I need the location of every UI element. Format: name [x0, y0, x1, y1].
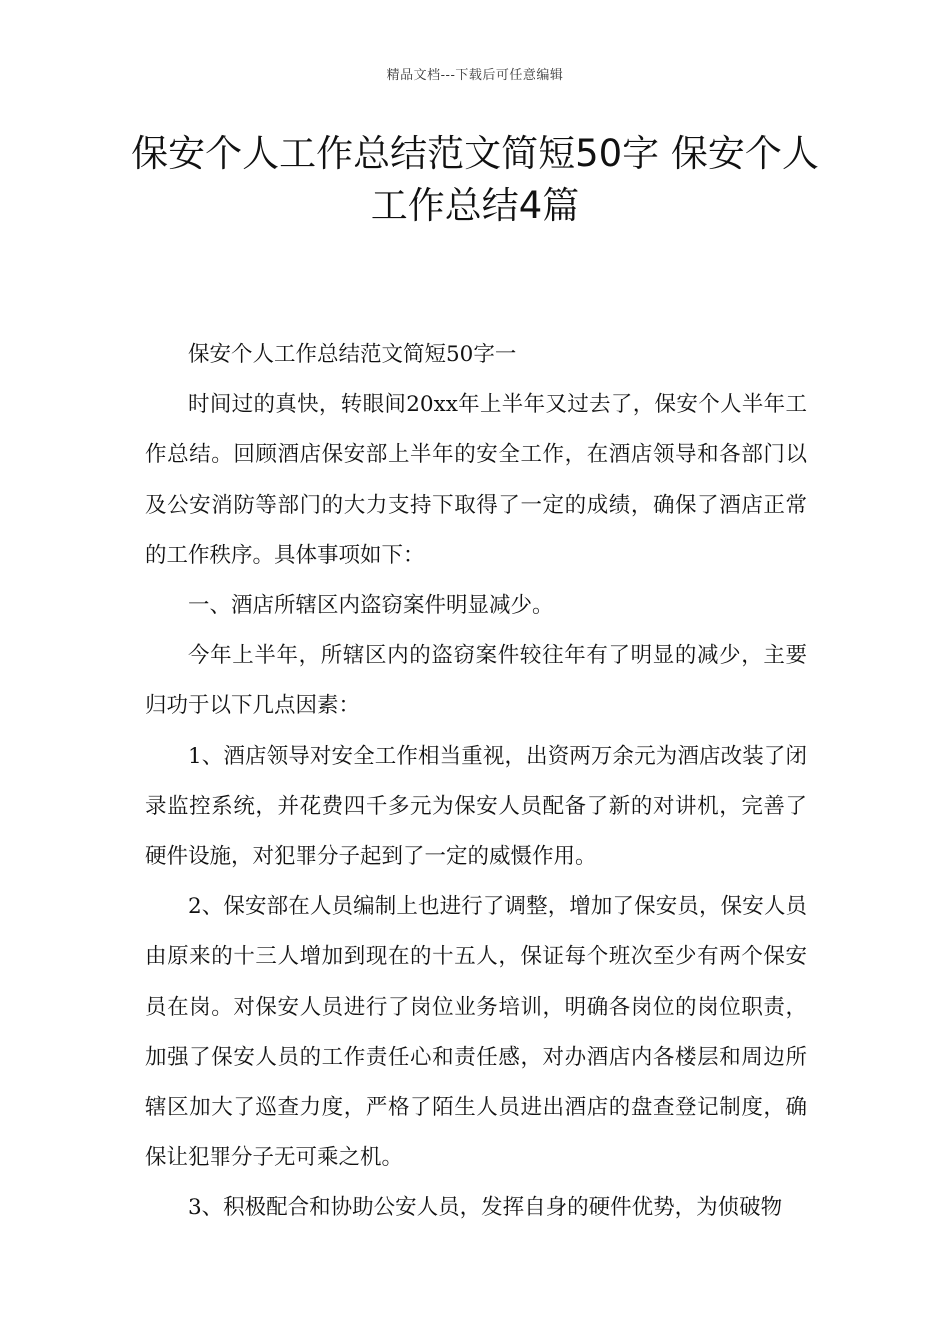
document-body — [145, 330, 807, 1234]
paragraph: 今年上半年，所辖区内的盗窃案件较往年有了明显的减少，主要归功于以下几点因素： — [145, 643, 807, 719]
document-title: 保安个人工作总结范文简短50字 保安个人工作总结4篇 — [131, 132, 819, 227]
list-item: 3、积极配合和协助公安人员，发挥自身的硬件优势，为侦破物 — [188, 1195, 783, 1221]
header-note: 精品文档---下载后可任意编辑 — [386, 68, 564, 83]
section-heading: 保安个人工作总结范文简短50字一 — [188, 342, 517, 367]
paragraph: 时间过的真快，转眼间20xx年上半年又过去了，保安个人半年工作总结。回顾酒店保安部上半年的安全工作，在酒店领导和各部门以及公安消防等部门的大力支持下取得了一定的成绩，确保了酒店正常的工作秩序。具体事项如下： — [145, 392, 807, 568]
list-item: 2、保安部在人员编制上也进行了调整，增加了保安员，保安人员由原来的十三人增加到现在的十五人，保证每个班次至少有两个保安员在岗。对保安人员进行了岗位业务培训，明确各岗位的岗位职责，加强了保安人员的工作责任心和责任感，对办酒店内各楼层和周边所辖区加大了巡查力度，严格了陌生人员进出酒店的盘查登记制度，确保让犯罪分子无可乘之机。 — [145, 894, 807, 1171]
section-heading: 一、酒店所辖区内盗窃案件明显减少。 — [188, 593, 554, 619]
list-item: 1、酒店领导对安全工作相当重视，出资两万余元为酒店改装了闭录监控系统，并花费四千多元为保安人员配备了新的对讲机，完善了硬件设施，对犯罪分子起到了一定的威慑作用。 — [145, 743, 807, 870]
